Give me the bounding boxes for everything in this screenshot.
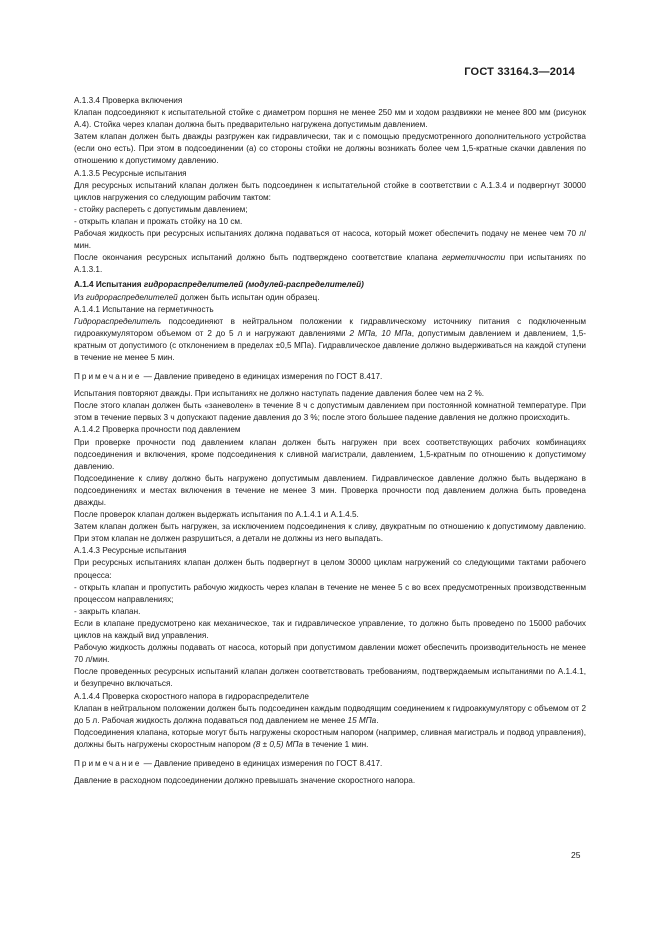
paragraph: После окончания ресурсных испытаний должно быть подтверждено соответствие клапана герметичности при испытаниях по А.1.3.1. [74,253,586,275]
section-heading: А.1.4.2 Проверка прочности под давлением [74,425,241,435]
paragraph: Клапан подсоединяют к испытательной стойке с диаметром поршня не менее 250 мм и ходом раздвижки не менее 800 мм (рисунок А.4). Стойка через клапан должна быть предварительно нагружена допустимым давлением. [74,108,586,130]
paragraph: Затем клапан должен быть дважды разгружен как гидравлически, так и с помощью предусмотренного дополнительного устройства (если оно есть). При этом в подсоединении (а) со стороны стойки не должны возникать более чем 1,5-кратные скачки давления по отношению к допустимому давлению. [74,132,586,166]
paragraph: Если в клапане предусмотрено как механическое, так и гидравлическое управление, то должно быть проведено по 15000 рабочих циклов на каждый вид управления. [74,618,586,641]
paragraph: Давление в расходном подсоединении должно превышать значение скоростного напора. [74,776,416,786]
note: Примечание — Давление приведено в единицах измерения по ГОСТ 8.417. [74,758,383,768]
list-item: - стойку распереть с допустимым давлением; [74,204,248,214]
paragraph: После этого клапан должен быть «заневолен» в течение 8 ч с допустимым давлением при постоянной комнатной температуре. При этом в течение первых 3 ч допускают падение давления до 3 %; после этого большее падение давления не должно происходить. [74,401,586,423]
note: Примечание — Давление приведено в единицах измерения по ГОСТ 8.417. [74,372,383,382]
paragraph: При проверке прочности под давлением клапан должен быть нагружен при всех соответствующих рабочих комбинациях подсоединения и включения, кроме подсоединения к сливной магистрали, давлением, 1,5-кратным по отношению к допустимому давлению. [74,437,586,471]
paragraph: Гидрораспределитель подсоединяют в нейтральном положении к гидравлическому источнику питания с подключенным гидроаккумулятором объемом от 2 до 5 л и нагружают давлениями 2 МПа, 10 МПа, допустимым давлением и давлением, 1,5-кратным от допустимого (с отклонением в пределах ±0,5 МПа). Гидравлическое давление должно выдерживаться на каждой ступени в течение не менее 5 мин. [74,316,586,362]
paragraph: При ресурсных испытаниях клапан должен быть подвергнут в целом 30000 циклам нагружений со следующими тактами рабочего процесса: [74,558,586,580]
section-heading: А.1.4.4 Проверка скоростного напора в гидрораспределителе [74,691,309,701]
section-heading: А.1.4.1 Испытание на герметичность [74,304,214,314]
paragraph: Рабочая жидкость при ресурсных испытаниях должна подаваться от насоса, который может обеспечить подачу не менее чем 70 л/мин. [74,229,586,251]
paragraph: Подсоединение к сливу должно быть нагружено допустимым давлением. Гидравлическое давление должно быть выдержано в подсоединениях и местах включения в течение не менее 3 мин. Проверка прочности под давлением должна быть проведена дважды. [74,473,586,507]
paragraph: Затем клапан должен быть нагружен, за исключением подсоединения к сливу, двукратным по отношению к допустимому давлению. При этом клапан не должен разрушиться, а детали не должны из него выпадать. [74,522,586,544]
document-header: ГОСТ 33164.3—2014 [464,66,575,78]
section-heading: А.1.3.5 Ресурсные испытания [74,168,187,178]
paragraph: После проверок клапан должен выдержать испытания по А.1.4.1 и А.1.4.5. [74,510,359,520]
paragraph: Подсоединения клапана, которые могут быть нагружены скоростным напором (например, сливная магистраль и подвод управления), должны быть нагружены скоростным напором (8 ± 0,5) МПа в течение 1 мин. [74,727,586,749]
paragraph: Клапан в нейтральном положении должен быть подсоединен каждым подводящим соединением к гидроаккумулятору с объемом от 2 до 5 л. Рабочая жидкость должна подаваться под давлением не менее 15 МПа. [74,703,586,725]
section-heading: А.1.3.4 Проверка включения [74,96,183,105]
paragraph: Рабочую жидкость должны подавать от насоса, который при допустимом давлении может обеспечить производительность не менее 70 л/мин. [74,643,586,665]
page-number: 25 [571,850,581,860]
document-body [74,95,586,787]
paragraph: Для ресурсных испытаний клапан должен быть подсоединен к испытательной стойке в соответствии с А.1.3.4 и подвергнут 30000 циклов нагружения со следующим рабочим тактом: [74,180,586,202]
paragraph: Испытания повторяют дважды. При испытаниях не должно наступать падение давления более чем на 2 %. [74,389,485,399]
list-item: - открыть клапан и пропустить рабочую жидкость через клапан в течение не менее 5 с во всех предусмотренных производственным процессом направлениях; [74,582,586,604]
section-heading-bold: А.1.4 Испытания гидрораспределителей (модулей-распределителей) [74,280,364,290]
list-item: - закрыть клапан. [74,606,141,616]
paragraph: Из гидрораспределителей должен быть испытан один образец. [74,292,320,302]
paragraph: После проведенных ресурсных испытаний клапан должен соответствовать требованиям, подтверждаемым испытаниями по А.1.4.1, и безупречно включаться. [74,667,586,689]
section-heading: А.1.4.3 Ресурсные испытания [74,546,187,556]
list-item: - открыть клапан и прожать стойку на 10 см. [74,216,243,226]
